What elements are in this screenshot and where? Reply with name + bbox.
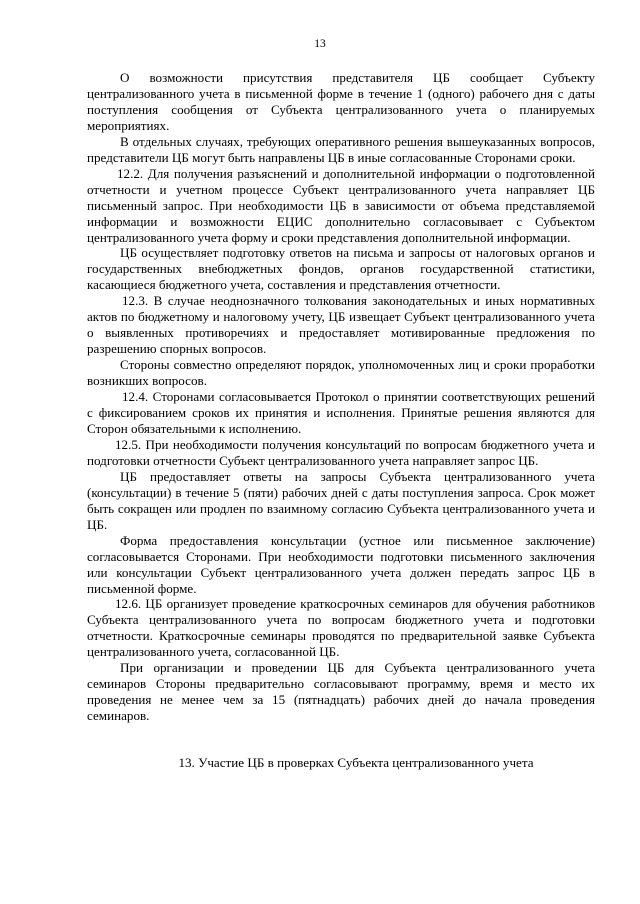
paragraph-answers-preparation: ЦБ осуществляет подготовку ответов на письма и запросы от налоговых органов и государственных внебюджетных фондов, органов государственной статистики, касающиеся бюджетного учета, составления и представления отчетности. [87,245,595,293]
paragraph-seminar-organization: При организации и проведении ЦБ для Субъекта централизованного учета семинаров Стороны предварительно согласовывают программу, время и место их проведения не менее чем за 15 (пятнадцать) рабочих дней до начала проведения семинаров. [87,660,595,724]
page-number: 13 [314,38,326,50]
clause-12-4: 12.4. Сторонами согласовывается Протокол о принятии соответствующих решений с фиксированием сроков их принятия и исполнения. Принятые решения являются для Сторон обязательными к исполнению. [87,389,595,436]
document-body [87,70,595,771]
paragraph-presence-notification: О возможности присутствия представителя ЦБ сообщает Субъекту централизованного учета в письменной форме в течение 1 (одного) рабочего дня с даты поступления сообщения от Субъекта централизованного учета о планируемых мероприятиях. [87,70,595,133]
paragraph-consultation-form: Форма предоставления консультации (устное или письменное заключение) согласовывается Сторонами. При необходимости подготовки письменного заключения или консультации Субъект централизованного учета должен передать запрос ЦБ в письменной форме. [87,532,595,596]
paragraph-consultation-answers: ЦБ предоставляет ответы на запросы Субъекта централизованного учета (консультации) в течение 5 (пяти) рабочих дней с даты поступления запроса. Срок может быть сокращен или продлен по взаимному согласию Субъекта централизованного учета и ЦБ. [87,468,595,532]
clause-12-5: 12.5. При необходимости получения консультаций по вопросам бюджетного учета и подготовки отчетности Субъект централизованного учета направляет запрос ЦБ. [87,436,595,468]
paragraph-joint-procedure: Стороны совместно определяют порядок, уполномоченных лиц и сроки проработки возникших вопросов. [87,357,595,389]
paragraph-urgent-cases: В отдельных случаях, требующих оперативного решения вышеуказанных вопросов, представители ЦБ могут быть направлены ЦБ в иные согласованные Сторонами сроки. [87,133,595,165]
section-heading-13: 13. Участие ЦБ в проверках Субъекта централизованного учета [178,755,534,771]
clause-12-2: 12.2. Для получения разъяснений и дополнительной информации о подготовленной отчетности и учетном процессе Субъект централизованного учета направляет ЦБ письменный запрос. При необходимости ЦБ в зависимости от объема представляемой информации и возможности ЕЦИС дополнительно согласовывает с Субъектом централизованного учета форму и сроки представления дополнительной информации. [87,165,595,245]
clause-12-6: 12.6. ЦБ организует проведение краткосрочных семинаров для обучения работников Субъекта централизованного учета по вопросам бюджетного учета и подготовки отчетности. Краткосрочные семинары проводятся по предварительной заявке Субъекта централизованного учета, согласованной ЦБ. [87,596,595,660]
clause-12-3: 12.3. В случае неоднозначного толкования законодательных и иных нормативных актов по бюджетному и налоговому учету, ЦБ извещает Субъект централизованного учета о выявленных противоречиях и предоставляет мотивированные предложения по разрешению спорных вопросов. [87,293,595,357]
